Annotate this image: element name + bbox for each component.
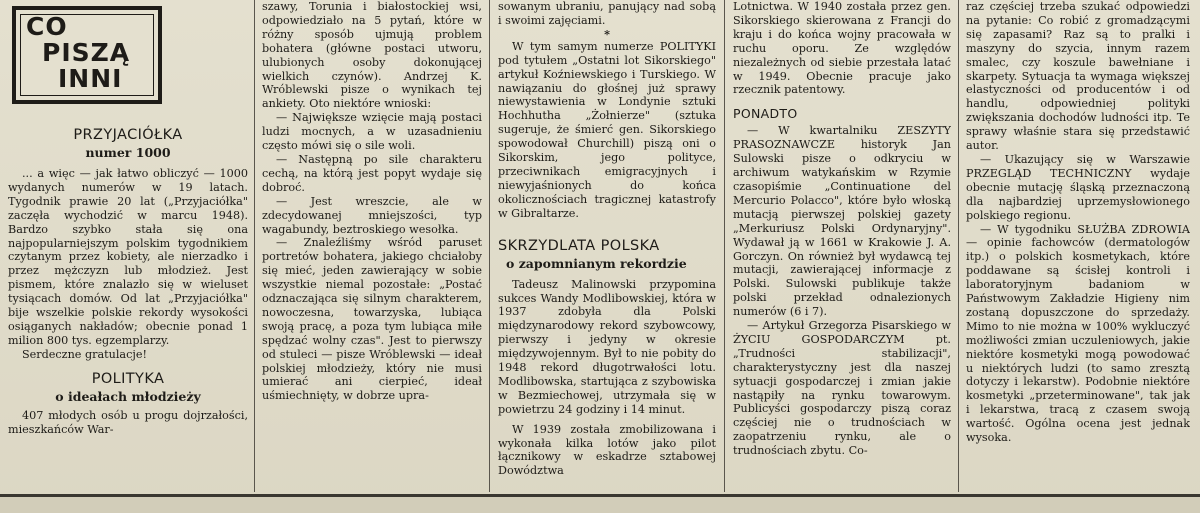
article-text: W 1939 została zmobilizowana i wykonała kilka lotów jako pilot łącznikowy w eskadrze sztabowej Dowództwa	[498, 422, 716, 478]
column-divider	[254, 0, 255, 492]
column-4	[733, 0, 951, 490]
logo-line-3: INNI	[58, 64, 123, 93]
article-text: szawy, Torunia i białostockiej wsi, odpowiedziało na 5 pytań, które w różny sposób ujmują problem bohatera (główne postaci utworu, ulubionych osoby dokonującej wielkich czynów). Andrzej K. Wróblewski pisze o wynikach tej ankiety. Oto niektóre wnioski:	[262, 0, 482, 111]
article-text: ... a więc — jak łatwo obliczyć — 1000 wydanych numerów w 19 latach. Tygodnik prawie 20 lat („Przyjaciółka" zaczęła wychodzić w marcu 1948). Bardzo szybko stała się ona najpopularniejszym polskim tygodnikiem czytanym przez kobiety, ale nierzadko i przez mężczyzn lub młodzież. Jest pismem, które znalazło się w wieluset tysiącach domów. Od lat „Przyjaciółka" bije wszelkie polskie rekordy wysokości osiąganych nakładów; obecnie ponad 1 milion 800 tys. egzemplarzy.	[8, 167, 248, 347]
heading-skrzydlata-polska: SKRZYDLATA POLSKA	[498, 237, 660, 254]
page-bottom-margin	[0, 497, 1200, 513]
subheading-idealy: o ideałach młodzieży	[55, 388, 201, 404]
article-text: sowanym ubraniu, panujący nad sobą i swoimi zajęciami.	[498, 0, 716, 27]
article-text: — Największe wzięcie mają postaci ludzi mocnych, a w uzasadnieniu często mówi się o sile woli.	[262, 111, 482, 153]
heading-ponadto: PONADTO	[733, 106, 798, 122]
article-text: Lotnictwa. W 1940 została przez gen. Sikorskiego skierowana z Francji do kraju i do końca wojny pracowała w ruchu oporu. Ze względów niezależnych od siebie przestała latać w 1949. Obecnie pracuje jako rzecznik patentowy.	[733, 0, 951, 97]
article-text: — Znaleźliśmy wśród paruset portretów bohatera, jakiego chciałoby się mieć, jeden zawierający w sobie wszystkie niemal pozostałe: „Postać odznaczająca się silnym charakterem, nowoczesna, towarzyska, lubiąca swoją pracę, a poza tym lubiąca miłe spędzać wolny czas". Jest to pierwszy od stuleci — pisze Wróblewski — ideał polskiej młodzieży, który nie musi umierać ani cierpieć, ideał uśmiechnięty, w dobrze upra-	[262, 236, 482, 403]
heading-polityka: POLITYKA	[91, 370, 165, 387]
section-logo	[12, 6, 162, 104]
article-text: Tadeusz Malinowski przypomina sukces Wandy Modlibowskiej, która w 1937 zdobyła dla Polski międzynarodowy rekord szybowcowy, pierwszy i jedyny w okresie międzywojennym. Był to nie pobity do 1948 rekord długotrwałości lotu. Modlibowska, startująca z szybowiska w Bezmiechowej, utrzymała się w powietrzu 24 godziny i 14 minut.	[498, 277, 716, 416]
article-text: — W tygodniku SŁUŻBA ZDROWIA — opinie fachowców (dermatologów itp.) o polskich kosmetykach, które poddawane są ścisłej kontroli i laboratoryjnym badaniom w Państwowym Zakładzie Higieny nim zostaną dopuszczone do sprzedaży. Mimo to nie można w 100% wykluczyć możliwości zmian uczuleniowych, jakie niektóre kosmetyki mogą powodować u niektórych ludzi (to samo zresztą dotyczy i lekarstw). Podobnie niektóre kosmetyki „przeterminowane", tak jak i lekarstwa, tracą z czasem swoją wartość. Ogólna ocena jest jednak wysoka.	[966, 222, 1190, 445]
column-1	[8, 0, 248, 490]
column-divider	[958, 0, 959, 492]
column-divider	[724, 0, 725, 492]
column-divider	[489, 0, 490, 492]
subheading-numer-1000: numer 1000	[85, 145, 171, 160]
article-text: — Jest wreszcie, ale w zdecydowanej mniejszości, typ wagabundy, beztroskiego wesołka.	[262, 194, 482, 236]
logo-line-1: CO	[26, 12, 68, 41]
article-text: 407 młodych osób u progu dojrzałości, mieszkańców War-	[8, 408, 248, 436]
subheading-rekord: o zapomnianym rekordzie	[506, 255, 687, 271]
article-text: — Następną po sile charakteru cechą, na którą jest popyt wydaje się dobroć.	[262, 152, 482, 194]
article-text: Serdeczne gratulacje!	[22, 347, 147, 361]
article-text: — Artykuł Grzegorza Pisarskiego w ŻYCIU GOSPODARCZYM pt. „Trudności stabilizacji", charakterystyczny jest dla naszej sytuacji gospodarczej i zmian jakie nastąpiły na rynku towarowym. Publicyści gospodarczy piszą coraz częściej nie o trudnościach w zaopatrzeniu rynku, ale o trudnościach zbytu. Co-	[733, 319, 951, 458]
article-text: — W kwartalniku ZESZYTY PRASOZNAWCZE historyk Jan Sulowski pisze o odkryciu w archiwum watykańskim w Rzymie czasopiśmie „Continuatione del Mercurio Polacco", które było włoską mutacją pierwszej polskiej gazety „Merkuriusz Polski Ordynaryjny". Wydawał ją w 1661 w Krakowie J. A. Gorczyn. On również był wydawcą tej mutacji, zawierającej informacje z Polski. Sulowski publikuje także polski przekład odnalezionych numerów (6 i 7).	[733, 124, 951, 319]
column-3	[498, 0, 716, 490]
separator-star: *	[604, 26, 610, 41]
heading-przyjaciolka: PRZYJACIÓŁKA	[73, 127, 183, 143]
logo-line-2: PISZĄ	[42, 38, 131, 67]
article-text: W tym samym numerze POLITYKI pod tytułem „Ostatni lot Sikorskiego" artykuł Koźniewskiego i Turskiego. W nawiązaniu do głośnej już sprawy niewystawienia w Londynie sztuki Hochhutha „Żołnierze" (sztuka sugeruje, że śmierć gen. Sikorskiego spowodował Churchill) piszą oni o Sikorskim, jego polityce, przeciwnikach emigracyjnych i niewyjaśnionych do końca okolicznościach tragicznej katastrofy w Gibraltarze.	[498, 39, 716, 220]
article-text: — Ukazujący się w Warszawie PRZEGLĄD TECHNICZNY wydaje obecnie mutację śląską przeznaczoną dla najbardziej uprzemysłowionego polskiego regionu.	[966, 152, 1190, 222]
article-text: raz częściej trzeba szukać odpowiedzi na pytanie: Co robić z gromadzącymi się zapasami? Raz są to pralki i maszyny do szycia, innym razem smalec, czy koszule bawełniane i skarpety. Sytuacja ta wymaga większej elastyczności od producentów i od handlu, odpowiedniej polityki zwiększania dochodów ludności itp. Te sprawy właśnie stara się przedstawić autor.	[966, 0, 1190, 153]
column-5	[966, 0, 1190, 490]
column-2	[262, 0, 482, 490]
